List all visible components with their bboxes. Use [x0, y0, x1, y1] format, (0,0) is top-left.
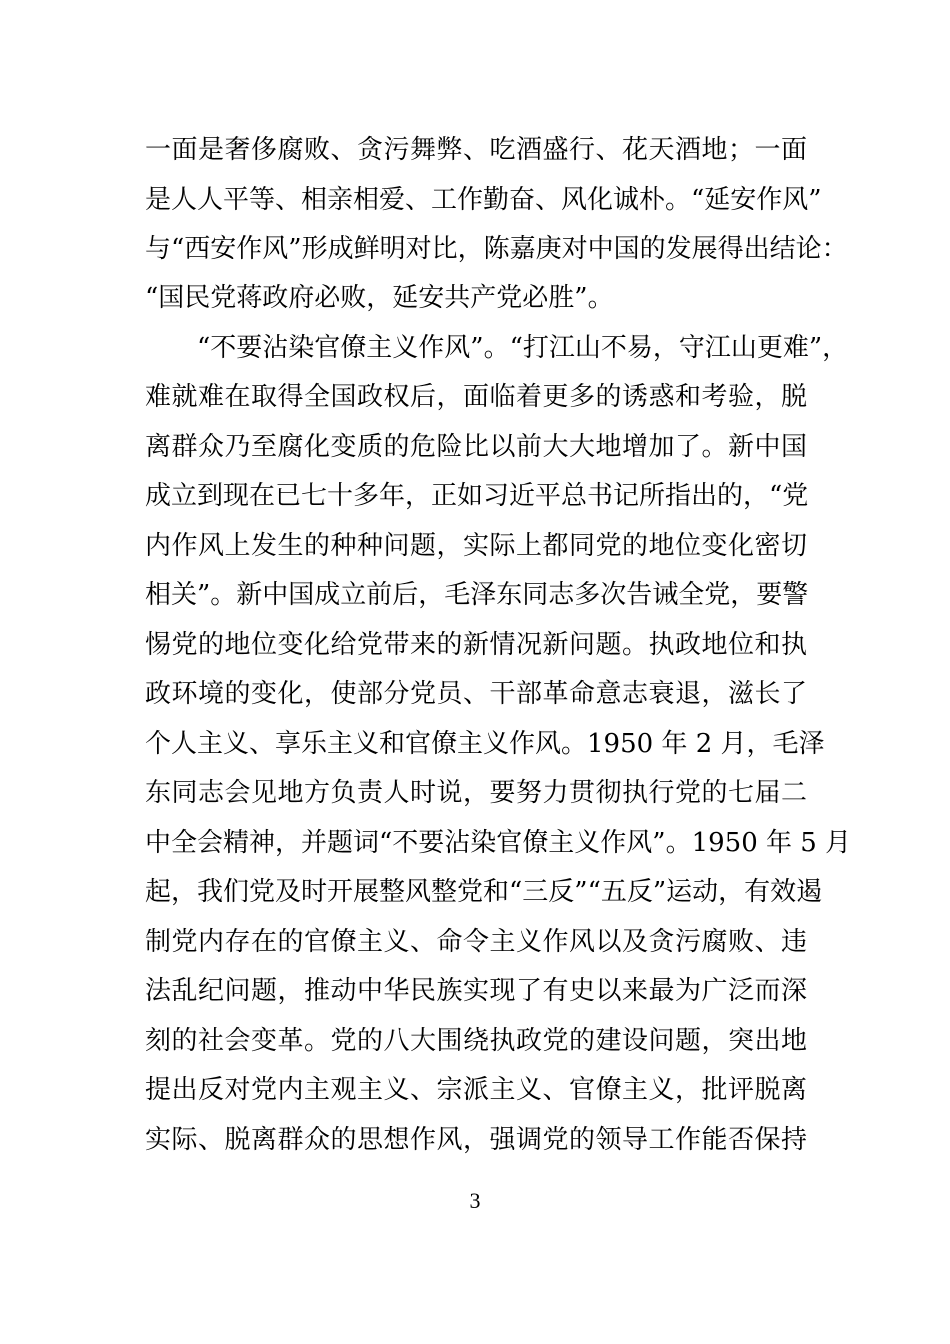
paragraph-2-line-11: 中全会精神，并题词“不要沾染官僚主义作风”。1950 年 5 月 [145, 828, 852, 858]
paragraph-2-line-7: 惕党的地位变化给党带来的新情况新问题。执政地位和执 [145, 630, 807, 660]
paragraph-2-line-6: 相关”。新中国成立前后，毛泽东同志多次告诫全党，要警 [145, 580, 809, 610]
paragraph-1-line-3: 与“西安作风”形成鲜明对比，陈嘉庚对中国的发展得出结论： [145, 234, 848, 264]
paragraph-2-line-13: 制党内存在的官僚主义、命令主义作风以及贪污腐败、违 [145, 927, 807, 957]
paragraph-1-line-1: 一面是奢侈腐败、贪污舞弊、吃酒盛行、花天酒地；一面 [145, 135, 807, 165]
paragraph-2-line-15: 刻的社会变革。党的八大围绕执政党的建设问题，突出地 [145, 1026, 807, 1056]
paragraph-2-line-8: 政环境的变化，使部分党员、干部革命意志衰退，滋长了 [145, 679, 807, 709]
page-number: 3 [469, 1188, 481, 1213]
paragraph-2-line-12: 起，我们党及时开展整风整党和“三反”“五反”运动，有效遏 [145, 877, 823, 907]
paragraph-2-line-16: 提出反对党内主观主义、宗派主义、官僚主义，批评脱离 [145, 1075, 807, 1105]
paragraph-2-line-5: 内作风上发生的种种问题，实际上都同党的地位变化密切 [145, 531, 807, 561]
paragraph-2-line-3: 离群众乃至腐化变质的危险比以前大大地增加了。新中国 [145, 432, 807, 462]
paragraph-2-line-10: 东同志会见地方负责人时说，要努力贯彻执行党的七届二 [145, 778, 807, 808]
paragraph-1-line-2: 是人人平等、相亲相爱、工作勤奋、风化诚朴。“延安作风” [145, 185, 822, 215]
paragraph-2-line-4: 成立到现在已七十多年，正如习近平总书记所指出的，“党 [145, 481, 809, 511]
paragraph-2-line-17: 实际、脱离群众的思想作风，强调党的领导工作能否保持 [145, 1125, 807, 1155]
paragraph-2-line-9: 个人主义、享乐主义和官僚主义作风。1950 年 2 月，毛泽 [145, 729, 825, 759]
paragraph-2-line-1: “不要沾染官僚主义作风”。“打江山不易，守江山更难”， [197, 333, 849, 363]
paragraph-2-line-14: 法乱纪问题，推动中华民族实现了有史以来最为广泛而深 [145, 976, 807, 1006]
paragraph-2-line-2: 难就难在取得全国政权后，面临着更多的诱惑和考验，脱 [145, 382, 807, 412]
paragraph-1-line-4: “国民党蒋政府必败，延安共产党必胜”。 [145, 283, 614, 313]
